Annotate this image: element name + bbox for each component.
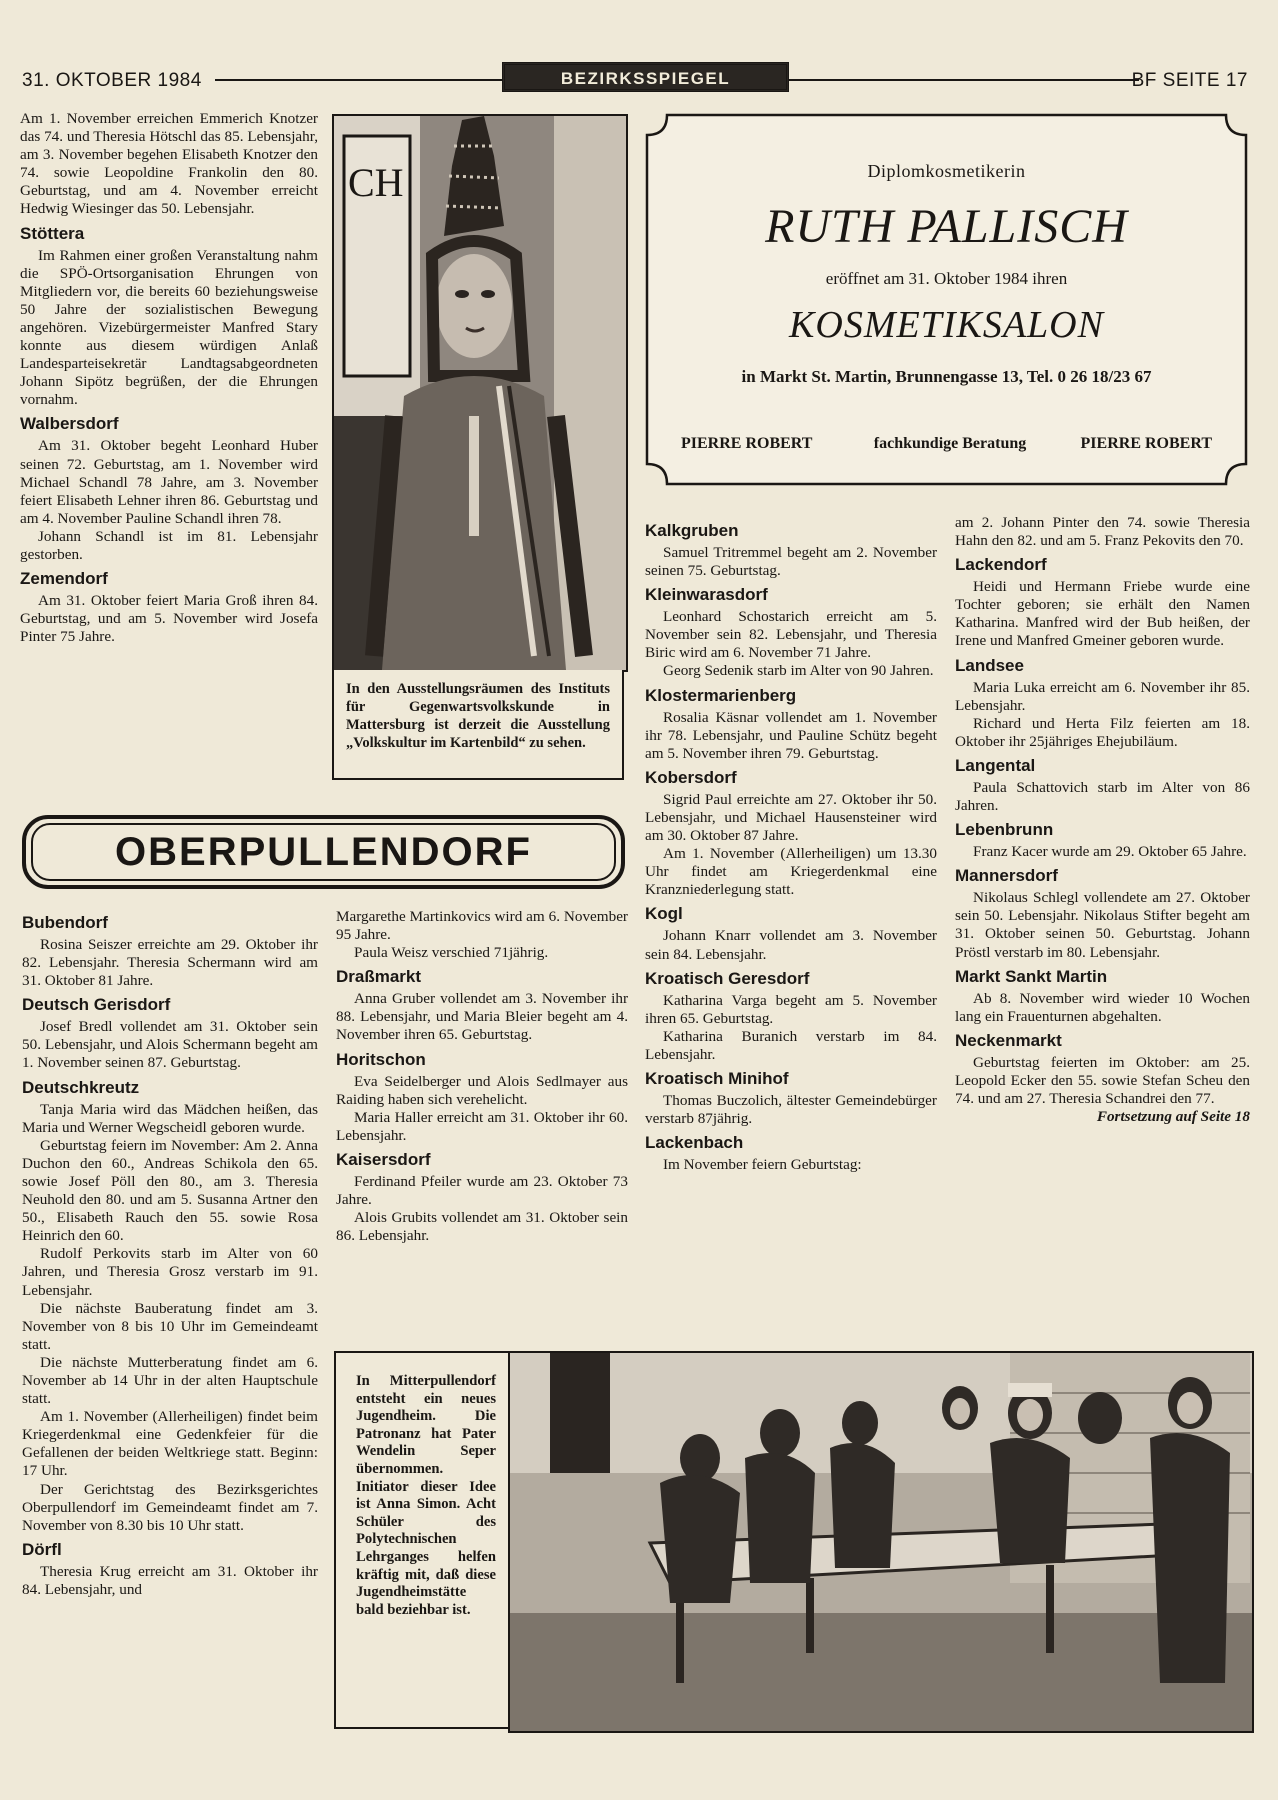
photo-caption: In den Ausstellungsräumen des Instituts für Gegenwartsvolkskunde in Mattersburg ist derzeit die Ausstellung „Volkskultur im Kartenbild“ zu sehen. — [332, 670, 624, 780]
article-text: Paula Schattovich starb im Alter von 86 Jahren. — [955, 778, 1250, 815]
section-heading: Lebenbrunn — [955, 820, 1054, 840]
article-text: Georg Sedenik starb im Alter von 90 Jahren. — [663, 662, 934, 680]
mannequin-illustration — [334, 116, 626, 670]
article-text: Rudolf Perkovits starb im Alter von 60 Jahren, und Theresia Grosz verstarb im 91. Lebensjahr. — [22, 1245, 318, 1299]
article-text: Am 31. Oktober feiert Maria Groß ihren 84. Geburtstag, und am 5. November wird Josefa Pinter 75 Jahre. — [20, 592, 318, 646]
article-text: Eva Seidelberger und Alois Sedlmayer aus Raiding haben sich verehelicht. — [336, 1072, 628, 1108]
header-rule-right — [789, 79, 1139, 81]
section-heading: Draßmarkt — [336, 967, 422, 987]
article-text: Der Gerichtstag des Bezirksgerichtes Oberpullendorf im Gemeindeamt findet am 7. November von 8.30 bis 10 Uhr statt. — [22, 1480, 318, 1534]
section-heading: Kroatisch Minihof — [645, 1068, 789, 1088]
article-text: Im November feiern Geburtstag: — [663, 1156, 862, 1174]
article-text: Ferdinand Pfeiler wurde am 23. Oktober 73 Jahre. — [336, 1172, 628, 1209]
article-text: Rosina Seiszer erreichte am 29. Oktober ihr 82. Lebensjahr. Theresia Schermann wird am 31. Oktober 81 Jahre. — [22, 936, 318, 990]
exhibition-photo — [332, 114, 628, 672]
article-text: Anna Gruber vollendet am 3. November ihr 88. Lebensjahr, und Maria Bleier begeht am 4. November ihren 65. Geburtstag. — [336, 990, 628, 1044]
photo-caption: In Mitterpullendorf entsteht ein neues Jugendheim. Die Patronanz hat Pater Wendelin Seper übernommen. Initiator dieser Idee ist Anna Simon. Acht Schüler des Polytechnischen Lehrganges helfen kräftig mit, daß diese Jugendheimstätte bald beziehbar ist. — [334, 1351, 508, 1729]
page-number: BF SEITE 17 — [1131, 70, 1248, 91]
column-d — [955, 514, 1250, 1126]
students-illustration — [510, 1353, 1252, 1731]
article-text: Rosalia Käsnar vollendet am 1. November ihr 78. Lebensjahr, und Pauline Schütz begeht am 5. November ihren 79. Geburtstag. — [645, 708, 937, 762]
section-heading: Walbersdorf — [20, 414, 119, 434]
section-heading: Kogl — [645, 904, 683, 924]
ad-address: in Markt St. Martin, Brunnengasse 13, Tel. 0 26 18/23 67 — [741, 367, 1152, 386]
column-top-left — [20, 110, 318, 646]
article-text: Margarethe Martinkovics wird am 6. November 95 Jahre. — [336, 908, 628, 944]
article-text: Geburtstag feierten im Oktober: am 25. Leopold Ecker den 55. sowie Stefan Scheu den 74. und am 27. Theresia Schandrei den 77. — [955, 1053, 1250, 1107]
ad-opening-line: eröffnet am 31. Oktober 1984 ihren — [825, 269, 1068, 288]
ad-salon: KOSMETIKSALON — [789, 304, 1104, 346]
ad-middle: fachkundige Beratung — [873, 435, 1027, 452]
section-heading: Stöttera — [20, 223, 85, 243]
section-heading: Zemendorf — [20, 569, 108, 589]
section-heading: Deutsch Gerisdorf — [22, 995, 171, 1015]
section-heading: Kobersdorf — [645, 767, 737, 787]
article-text: Am 1. November erreichen Emmerich Knotzer das 74. und Theresia Hötschl das 85. Lebensjahr, am 3. November begehen Elisabeth Knotzer den 74. sowie Leopoldine Frankolin den 80. Geburtstag, und am 4. November erreicht Hedwig Wiesinger das 50. Lebensjahr. — [20, 110, 318, 218]
workshop-photo — [508, 1351, 1254, 1733]
article-text: Theresia Krug erreicht am 31. Oktober ihr 84. Lebensjahr, und — [22, 1562, 318, 1598]
section-heading: Kleinwarasdorf — [645, 585, 768, 605]
article-text: Samuel Tritremmel begeht am 2. November seinen 75. Geburtstag. — [645, 544, 937, 580]
article-text: am 2. Johann Pinter den 74. sowie Theresia Hahn den 82. und am 5. Franz Pekovits den 70. — [955, 514, 1250, 550]
masthead: BEZIRKSSPIEGEL — [502, 62, 789, 92]
section-heading: Kaisersdorf — [336, 1149, 431, 1169]
article-text: Maria Haller erreicht am 31. Oktober ihr 60. Lebensjahr. — [336, 1108, 628, 1144]
article-text: Im Rahmen einer großen Veranstaltung nahm die SPÖ-Ortsorganisation Ehrungen von Mitgliedern vor, die bereits 60 beziehungsweise 50 Jahre der sozialistischen Bewegung angehören. Vizebürgermeister Manfred Stary konnte aus diesem würdigen Anlaß Landesparteisekretär Landtagsabgeordneten Johann Sipötz begrüßen, der die Ehrungen vornahm. — [20, 246, 318, 409]
article-text: Paula Weisz verschied 71jährig. — [354, 944, 549, 962]
issue-date: 31. OKTOBER 1984 — [22, 70, 202, 91]
ad-brand-right: PIERRE ROBERT — [1080, 435, 1212, 452]
section-heading: Lackendorf — [955, 555, 1047, 575]
article-text: Maria Luka erreicht am 6. November ihr 85. Lebensjahr. — [955, 678, 1250, 714]
article-text: Die nächste Mutterberatung findet am 6. November ab 14 Uhr in der alten Hauptschule statt. — [22, 1353, 318, 1408]
article-text: Nikolaus Schlegl vollendete am 27. Oktober sein 50. Lebensjahr. Nikolaus Stifter begeht am 31. Oktober seinen 50. Geburtstag. Johann Pröstl verstarb im 80. Lebensjahr. — [955, 889, 1250, 961]
section-heading: Bubendorf — [22, 913, 108, 932]
continued-notice: Fortsetzung auf Seite 18 — [1096, 1108, 1250, 1126]
column-c — [645, 516, 937, 1174]
column-b — [336, 908, 628, 1245]
ad-brand-left: PIERRE ROBERT — [681, 435, 813, 452]
article-text: Katharina Buranich verstarb im 84. Lebensjahr. — [645, 1027, 937, 1063]
ad-title-line: Diplomkosmetikerin — [867, 161, 1026, 181]
section-heading: Markt Sankt Martin — [955, 966, 1108, 986]
section-heading: Langental — [955, 755, 1036, 775]
sign-fragment: CH — [348, 160, 404, 205]
article-text: Leonhard Schostarich erreicht am 5. November sein 82. Lebensjahr, und Theresia Biric wird am 6. November 71 Jahre. — [645, 608, 937, 662]
article-text: Thomas Buczolich, ältester Gemeindebürger verstarb 87jährig. — [645, 1091, 937, 1128]
article-text: Johann Schandl ist im 81. Lebensjahr gestorben. — [20, 527, 318, 563]
advertisement — [645, 113, 1248, 486]
article-text: Am 1. November (Allerheiligen) um 13.30 Uhr findet am Kriegerdenkmal eine Kranzniederlegung statt. — [645, 845, 937, 899]
page-header — [20, 62, 1250, 94]
section-heading: Horitschon — [336, 1049, 426, 1069]
article-text: Josef Bredl vollendet am 31. Oktober sein 50. Lebensjahr, und Alois Schermann begeht am 1. November seinen 87. Geburtstag. — [22, 1018, 318, 1072]
article-text: Katharina Varga begeht am 5. November ihren 65. Geburtstag. — [645, 991, 937, 1027]
section-heading: Dörfl — [22, 1539, 62, 1559]
article-text: Am 31. Oktober begeht Leonhard Huber seinen 72. Geburtstag, am 1. November wird Michael Schandl 78 Jahre, am 3. November feiert Elisabeth Lehner ihren 86. Geburtstag und am 4. November Pauline Schandl ihren 78. — [20, 437, 318, 527]
section-heading: Lackenbach — [645, 1133, 744, 1153]
section-heading: Klostermarienberg — [645, 685, 797, 705]
column-a — [22, 908, 318, 1599]
article-text: Tanja Maria wird das Mädchen heißen, das Maria und Werner Wegscheidl geboren wurde. — [22, 1100, 318, 1136]
section-heading: Kroatisch Geresdorf — [645, 968, 810, 988]
ad-name: RUTH PALLISCH — [765, 200, 1128, 253]
article-text: Richard und Herta Filz feierten am 18. Oktober ihr 25jähriges Ehejubiläum. — [955, 714, 1250, 750]
section-heading: Mannersdorf — [955, 866, 1058, 886]
article-text: Alois Grubits vollendet am 31. Oktober sein 86. Lebensjahr. — [336, 1209, 628, 1245]
header-rule-left — [215, 79, 502, 81]
district-banner — [22, 815, 625, 889]
article-text: Heidi und Hermann Friebe wurde eine Tochter geboren; sie erhält den Namen Katharina. Manfred wird der Bub heißen, der Irene und Manfred Gmeiner geboren wurde. — [955, 578, 1250, 650]
article-text: Geburtstag feiern im November: Am 2. Anna Duchon den 60., Andreas Schikola den 65. sowie Josef Pöll den 80., am 3. Theresia Neuhold den 80. und am 5. Susanna Artner den 50., Elisabeth Rauch den 55. sowie Rosa Heinrich den 60. — [22, 1136, 318, 1245]
section-heading: Landsee — [955, 655, 1024, 675]
banner-title: OBERPULLENDORF — [115, 830, 532, 874]
article-text: Franz Kacer wurde am 29. Oktober 65 Jahre. — [973, 843, 1247, 861]
article-text: Sigrid Paul erreichte am 27. Oktober ihr 50. Lebensjahr, und Michael Hausensteiner wird am 30. Oktober 87 Jahre. — [645, 790, 937, 845]
article-text: Johann Knarr vollendet am 3. November sein 84. Lebensjahr. — [645, 927, 937, 963]
section-heading: Neckenmarkt — [955, 1030, 1062, 1050]
section-heading: Deutschkreutz — [22, 1077, 140, 1097]
article-text: Ab 8. November wird wieder 10 Wochen lang ein Frauenturnen abgehalten. — [955, 989, 1250, 1025]
article-text: Am 1. November (Allerheiligen) findet beim Kriegerdenkmal eine Gedenkfeier für die Gefallenen der beiden Weltkriege statt. Beginn: 17 Uhr. — [22, 1408, 318, 1480]
section-heading: Kalkgruben — [645, 521, 739, 540]
article-text: Die nächste Bauberatung findet am 3. November von 8 bis 10 Uhr im Gemeindeamt statt. — [22, 1299, 318, 1353]
